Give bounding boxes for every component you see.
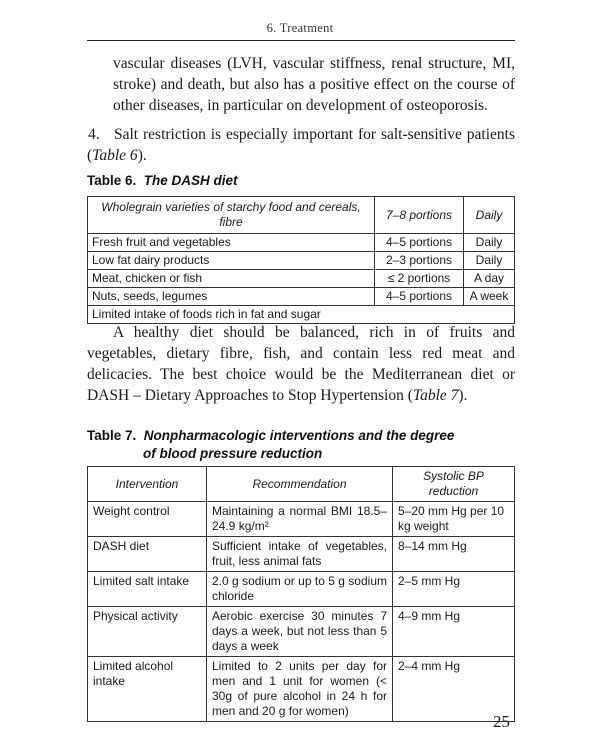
table-cell: Limited salt intake — [88, 572, 207, 607]
table-cell: 5–20 mm Hg per 10 kg weight — [393, 502, 515, 537]
table-cell: Limited alcohol intake — [88, 657, 207, 722]
table-cell: Fresh fruit and vegetables — [88, 234, 375, 252]
header-rule — [87, 40, 515, 41]
table-cell: 7–8 portions — [375, 197, 464, 234]
table-cell: A day — [464, 270, 515, 288]
running-head: 6. Treatment — [266, 21, 334, 35]
table7-label: Table 7. — [87, 428, 137, 443]
table-row — [88, 288, 515, 306]
table-cell: 8–14 mm Hg — [393, 537, 515, 572]
table-header-cell: Recommendation — [207, 467, 393, 502]
table-cell: 2–3 portions — [375, 252, 464, 270]
table-cell: 4–5 portions — [375, 288, 464, 306]
table-row — [88, 657, 515, 722]
table-cell: Physical activity — [88, 607, 207, 657]
table-reference: Table 7 — [412, 387, 459, 404]
table-cell: Daily — [464, 197, 515, 234]
table-row — [88, 572, 515, 607]
table-cell: A week — [464, 288, 515, 306]
table-row — [88, 502, 515, 537]
list-item-text: Salt restriction is especially important for salt-sensitive patients ( — [87, 126, 515, 164]
table-cell: 2–5 mm Hg — [393, 572, 515, 607]
table-cell: Meat, chicken or fish — [88, 270, 375, 288]
table-row — [88, 607, 515, 657]
interventions-table — [87, 466, 515, 722]
table-cell: 4–5 portions — [375, 234, 464, 252]
table-cell: DASH diet — [88, 537, 207, 572]
table6-label: Table 6. — [87, 173, 137, 188]
table7-title-line1: Nonpharmacologic interventions and the degree — [143, 428, 455, 443]
table-cell: ≤ 2 portions — [375, 270, 464, 288]
table6-caption — [87, 172, 238, 190]
table7-title-line2: of blood pressure reduction — [143, 446, 323, 461]
dash-diet-table — [87, 196, 515, 324]
table-header-row — [88, 197, 515, 234]
table-cell: Nuts, seeds, legumes — [88, 288, 375, 306]
table-cell: Wholegrain varieties of starchy food and cereals, fibre — [88, 197, 375, 234]
table-cell: 2–4 mm Hg — [393, 657, 515, 722]
paragraph-text-end: ). — [458, 387, 468, 404]
list-number: 4. — [88, 126, 100, 143]
table-header-cell: Systolic BP reduction — [393, 467, 515, 502]
table-header-row — [88, 467, 515, 502]
table-cell: Maintaining a normal BMI 18.5–24.9 kg/m² — [207, 502, 393, 537]
table6-title: The DASH diet — [143, 173, 238, 188]
table-cell: Limited intake of foods rich in fat and sugar — [88, 306, 515, 324]
table-header-cell: Intervention — [88, 467, 207, 502]
page-number: 25 — [493, 712, 510, 731]
table-reference: Table 6 — [92, 147, 138, 164]
table-row — [88, 270, 515, 288]
table-row — [88, 306, 515, 324]
table-cell: Daily — [464, 252, 515, 270]
table-row — [88, 234, 515, 252]
table-cell: Low fat dairy products — [88, 252, 375, 270]
table-cell: 2.0 g sodium or up to 5 g sodium chloride — [207, 572, 393, 607]
paragraph-text: A healthy diet should be balanced, rich in of fruits and vegetables, dietary fibre, fish, and contain less red meat and delicacies. The best choice would be the Mediterranean diet or DASH – Dietary Approaches to Stop Hypertension ( — [87, 324, 515, 404]
table-cell: Sufficient intake of vegetables, fruit, less animal fats — [207, 537, 393, 572]
table-row — [88, 252, 515, 270]
table-cell: Limited to 2 units per day for men and 1 unit for women (< 30g of pure alcohol in 24 h for men and 20 g for women) — [207, 657, 393, 722]
list-item-4 — [87, 124, 515, 166]
table-row — [88, 537, 515, 572]
table-cell: 4–9 mm Hg — [393, 607, 515, 657]
table-cell: Weight control — [88, 502, 207, 537]
table-cell: Daily — [464, 234, 515, 252]
list-item-text-end: ). — [137, 147, 147, 164]
healthy-diet-paragraph — [87, 322, 515, 406]
table-cell: Aerobic exercise 30 minutes 7 days a week, but not less than 5 days a week — [207, 607, 393, 657]
table7-caption — [87, 427, 507, 463]
continuation-paragraph: vascular diseases (LVH, vascular stiffness, renal structure, MI, stroke) and death, but also has a positive effect on the course of other diseases, in particular on development of osteoporosis. — [113, 55, 515, 114]
